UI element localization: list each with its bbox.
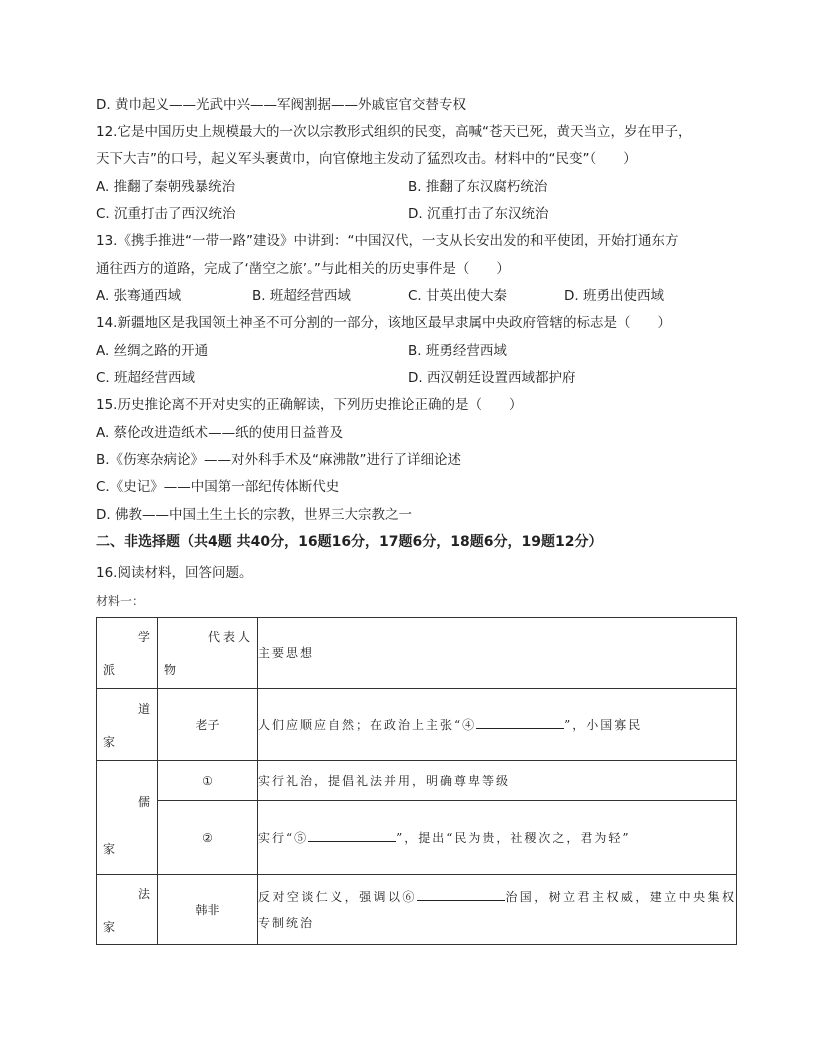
q12-option-d: D. 沉重打击了东汉统治 [408, 206, 549, 222]
q15-option-b: B.《伤寒杂病论》——对外科手术及“麻沸散”进行了详细论述 [96, 452, 462, 468]
header-thought-cell [258, 618, 737, 689]
confucian-thought1-cell [258, 761, 737, 801]
q14-option-d: D. 西汉朝廷设置西域都护府 [408, 370, 576, 386]
confucian-thought1: 实行礼治，提倡礼法并用，明确尊卑等级 [258, 773, 511, 788]
q14-option-b: B. 班勇经营西域 [408, 343, 507, 359]
daoist-rep: 老子 [195, 718, 220, 732]
section-heading: 二、非选择题（共4题 共40分，16题16分，17题6分，18题6分，19题12分） [96, 534, 603, 550]
q12-option-c: C. 沉重打击了西汉统治 [96, 206, 236, 222]
table-row-legalist [97, 875, 737, 945]
legalist-thought-post: 治国，树立君主权威，建立中央集权专制统治 [258, 889, 736, 930]
confucian-school-top: 儒 [137, 794, 153, 809]
confucian-thought2-cell [258, 801, 737, 875]
header-school-top: 学 [137, 630, 153, 644]
daoist-thought-pre: 人们应顺应自然；在政治上主张“④ [258, 717, 477, 732]
confucian-thought2-post: ”，提出“民为贵，社稷次之，君为轻” [396, 830, 631, 845]
legalist-rep: 韩非 [195, 903, 220, 917]
q14-option-a: A. 丝绸之路的开通 [96, 343, 209, 359]
table-header-row [97, 618, 737, 689]
q14-stem: 14.新疆地区是我国领土神圣不可分割的一部分，该地区最早隶属中央政府管辖的标志是（ ） [96, 315, 671, 331]
confucian-rep1-cell [158, 761, 258, 801]
header-rep-cell [158, 618, 258, 689]
daoist-school-cell [97, 689, 158, 761]
q15-stem: 15.历史推论离不开对史实的正确解读，下列历史推论正确的是（ ） [96, 397, 523, 413]
legalist-thought-pre: 反对空谈仁义，强调以⑥ [258, 889, 417, 904]
q13-stem-line2: 通往西方的道路，完成了‘凿空之旅’。”与此相关的历史事件是（ ） [96, 261, 510, 277]
daoist-school-bot: 家 [103, 734, 119, 749]
legalist-school-top: 法 [137, 886, 153, 901]
header-school-bot: 派 [103, 663, 119, 677]
table-row-confucian-1 [97, 761, 737, 801]
q15-option-c: C.《史记》——中国第一部纪传体断代史 [96, 479, 340, 495]
answer-blank-4[interactable] [476, 716, 564, 729]
q12-stem-line1: 12.它是中国历史上规模最大的一次以宗教形式组织的民变，高喊“苍天已死，黄天当立，岁在甲子， [96, 124, 692, 140]
table-row-daoist [97, 689, 737, 761]
header-rep-top: 代表人 [207, 630, 253, 644]
daoist-school-top: 道 [137, 701, 153, 716]
confucian-rep1-blank: ① [202, 773, 213, 788]
answer-blank-5[interactable] [308, 829, 396, 842]
confucian-thought2-pre: 实行“⑤ [258, 830, 309, 845]
answer-blank-6[interactable] [417, 888, 505, 901]
q14-option-c: C. 班超经营西域 [96, 370, 196, 386]
confucian-school-cell [97, 761, 158, 875]
legalist-school-cell [97, 875, 158, 945]
q16-stem: 16.阅读材料，回答问题。 [96, 565, 253, 581]
q13-stem-line1: 13.《携手推进“一带一路”建设》中讲到：“中国汉代，一支从长安出发的和平使团，开始打通东方 [96, 233, 679, 249]
header-thought: 主要思想 [258, 646, 315, 660]
header-rep-bot: 物 [164, 663, 180, 677]
daoist-rep-cell [158, 689, 258, 761]
confucian-school-bot: 家 [103, 841, 119, 856]
q13-option-a: A. 张骞通西域 [96, 288, 182, 304]
q12-stem-line2: 天下大吉”的口号，起义军头裹黄巾，向官僚地主发动了猛烈攻击。材料中的“民变”（ ） [96, 151, 637, 167]
thought-schools-table [96, 617, 737, 945]
material-label: 材料一： [96, 594, 145, 608]
q12-option-b: B. 推翻了东汉腐朽统治 [408, 179, 548, 195]
q15-option-d: D. 佛教——中国土生土长的宗教，世界三大宗教之一 [96, 507, 412, 523]
confucian-rep2-blank: ② [202, 830, 213, 845]
legalist-rep-cell [158, 875, 258, 945]
q15-option-a: A. 蔡伦改进造纸术——纸的使用日益普及 [96, 425, 344, 441]
confucian-rep2-cell [158, 801, 258, 875]
q13-option-c: C. 甘英出使大秦 [408, 288, 508, 304]
legalist-school-bot: 家 [103, 919, 119, 934]
header-school-cell [97, 618, 158, 689]
daoist-thought-post: ”，小国寡民 [564, 717, 643, 732]
q13-option-b: B. 班超经营西域 [252, 288, 351, 304]
q13-option-d: D. 班勇出使西域 [564, 288, 664, 304]
q11-option-d: D. 黄巾起义——光武中兴——军阀割据——外戚宦官交替专权 [96, 97, 466, 113]
daoist-thought-cell [258, 689, 737, 761]
table-row-confucian-2 [97, 801, 737, 875]
legalist-thought-cell [258, 875, 737, 945]
q12-option-a: A. 推翻了秦朝残暴统治 [96, 179, 236, 195]
